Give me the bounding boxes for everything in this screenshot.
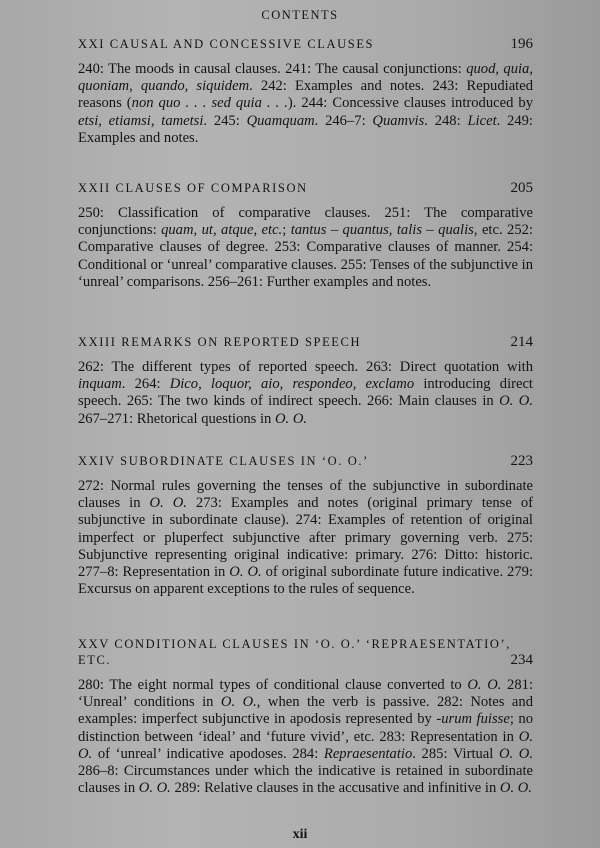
italic-text: Dico, loquor, aio, respondeo, exclamo — [169, 376, 415, 393]
italic-text: O. O. — [499, 393, 533, 410]
chapter-xxi — [78, 36, 533, 147]
body-text: . 249: Examples and notes. — [78, 112, 533, 146]
italic-text: -urum fuisse — [436, 711, 510, 728]
body-text: , when the verb is passive. 282: Notes and examples: imperfect subjunctive in apodosis represented by — [78, 694, 533, 728]
body-text: 280: The eight normal types of conditional clause converted to — [78, 677, 468, 693]
italic-text: O. O. — [149, 495, 187, 512]
body-text: 281: ‘Unreal’ conditions in — [78, 677, 534, 711]
body-text: . 245: — [203, 112, 247, 129]
italic-text: Quamvis — [372, 112, 425, 129]
chapter-summary — [78, 359, 533, 428]
chapter-page-number: 205 — [510, 180, 533, 196]
page-folio: xii — [292, 827, 308, 842]
italic-text: inquam — [78, 376, 122, 393]
chapter-heading — [78, 334, 533, 351]
italic-text: non quo . . . sed quia . . . — [131, 95, 288, 112]
italic-text: O. O. — [499, 780, 532, 797]
chapter-page-number: 214 — [510, 334, 533, 350]
body-text: 240: The moods in causal clauses. 241: The causal conjunctions: — [78, 61, 467, 77]
chapter-page-number: 196 — [510, 36, 533, 52]
body-text: 250: Classification of comparative clauses. 251: The comparative conjunctions: — [78, 205, 533, 239]
italic-text: O. O. — [498, 745, 533, 762]
italic-text: O. O. — [467, 677, 502, 693]
body-text: . 248: — [424, 112, 468, 129]
body-text: 267–271: Rhetorical questions in — [78, 410, 275, 427]
chapter-page-number: 234 — [510, 652, 533, 668]
chapter-title: XXIV SUBORDINATE CLAUSES IN ‘O. O.’ — [78, 454, 369, 468]
chapter-summary — [78, 478, 533, 598]
body-text: . 285: Virtual — [412, 745, 499, 762]
chapter-summary — [78, 205, 533, 291]
chapter-page-number: 223 — [510, 453, 533, 469]
italic-text: O. O. — [138, 780, 171, 797]
chapter-title: XXIII REMARKS ON REPORTED SPEECH — [78, 335, 362, 349]
chapter-heading — [78, 453, 533, 470]
chapter-title: XXII CLAUSES OF COMPARISON — [78, 181, 308, 195]
body-text: of ‘unreal’ indicative apodoses. 284: — [92, 745, 324, 762]
chapter-xxiii — [78, 334, 533, 428]
italic-text: Repraesentatio — [323, 745, 413, 762]
italic-text: O. O. — [78, 728, 533, 762]
chapter-summary — [78, 677, 533, 797]
body-text: . 246–7: — [314, 112, 373, 129]
chapter-xxv — [78, 637, 533, 797]
chapter-heading — [78, 637, 533, 669]
chapter-heading — [78, 180, 533, 197]
italic-text: O. O. — [220, 694, 257, 711]
chapter-heading — [78, 36, 533, 53]
chapter-xxiv — [78, 453, 533, 598]
body-text: 262: The different types of reported speech. 263: Direct quotation with — [78, 359, 533, 375]
chapter-title: XXV CONDITIONAL CLAUSES IN ‘O. O.’ ‘REPRAESENTATIO’, — [78, 637, 511, 651]
italic-text: etsi, etiamsi, tametsi — [78, 112, 204, 129]
italic-text: tantus – quantus, talis – qualis — [290, 222, 474, 239]
italic-text: Quamquam — [246, 112, 315, 129]
chapter-title: XXI CAUSAL AND CONCESSIVE CLAUSES — [78, 37, 375, 51]
italic-text: O. O. — [275, 410, 308, 427]
body-text: 273: Examples and notes (original primary tense of subjunctive in subordinate clause). 274: Examples of retention of original imperfect or pluperfect subjunctive after primary governing verb. 275: Subjunctive representing original indicative: primary. 276: Ditto: historic. 277–8: Representation in — [78, 495, 533, 581]
chapter-title-continued: ETC. — [78, 653, 112, 667]
chapter-xxii — [78, 180, 533, 291]
chapter-summary — [78, 61, 533, 147]
body-text: . 264: — [121, 376, 170, 393]
body-text: ; no distinction between ‘ideal’ and ‘future vivid’, etc. 283: Representation in — [78, 711, 533, 745]
body-text: ). 244: Concessive clauses introduced by — [287, 95, 533, 112]
body-text: , etc. 252: Comparative clauses of degree. 253: Comparative clauses of manner. 254: Conditional or ‘unreal’ comparative clauses. 255: Tenses of the subjunctive in ‘unreal’ comparisons. 256–261: Further examples and notes. — [78, 222, 533, 290]
running-head: CONTENTS — [261, 8, 339, 22]
body-text: of original subordinate future indicative. 279: Excursus on apparent exceptions to the rules of sequence. — [78, 564, 533, 598]
italic-text: Licet — [467, 112, 497, 129]
body-text: 286–8: Circumstances under which the indicative is retained in subordinate clauses in — [78, 763, 533, 797]
body-text: introducing direct speech. 265: The two kinds of indirect speech. 266: Main clauses in — [78, 376, 533, 410]
italic-text: quod, quia, quoniam, quando, siquidem — [78, 61, 533, 95]
body-text: . 242: Examples and notes. 243: Repudiated reasons ( — [78, 78, 533, 112]
body-text: 272: Normal rules governing the tenses of the subjunctive in subordinate clauses in — [78, 478, 533, 512]
body-text: 289: Relative clauses in the accusative and infinitive in — [170, 780, 500, 797]
italic-text: quam, ut, atque, etc. — [161, 222, 283, 239]
italic-text: O. O. — [229, 564, 262, 581]
body-text: ; — [282, 222, 291, 239]
